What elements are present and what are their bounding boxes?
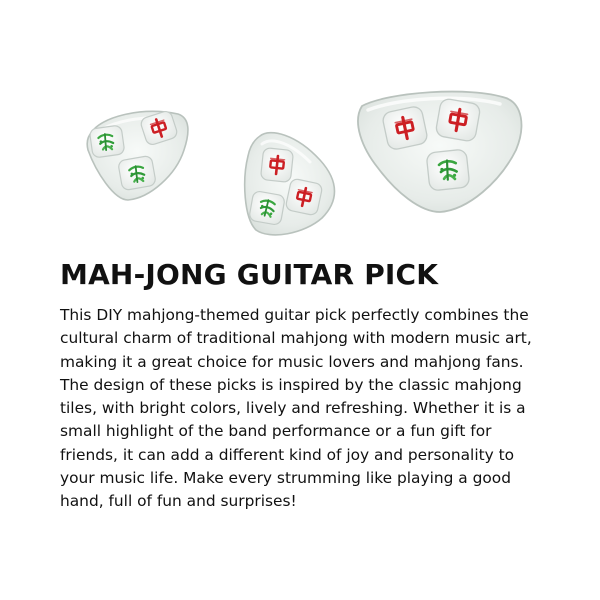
mahjong-tile-red-icon (260, 148, 293, 183)
product-description: This DIY mahjong-themed guitar pick perfectly combines the cultural charm of traditional mahjong with modern music art, making it a great choice for music lovers and mahjong fans. The design of these picks is inspired by the classic mahjong tiles, with bright colors, lively and refreshing. Whether it is a small highlight of the band performance or a fun gift for friends, it can add a different kind of joy and personality to your music life. Make every strumming like playing a good hand, full of fun and surprises! (60, 306, 532, 511)
mahjong-tile-red-icon (381, 105, 428, 150)
mahjong-tile-green-icon (118, 155, 157, 190)
product-photo (0, 0, 600, 250)
mahjong-tile-green-icon (249, 190, 286, 225)
guitar-pick-middle (245, 133, 335, 235)
mahjong-tile-red-icon (285, 178, 323, 216)
guitar-pick-right (358, 92, 521, 212)
product-title: MAH-JONG GUITAR PICK (60, 258, 439, 291)
mahjong-tile-red-icon (435, 98, 481, 142)
mahjong-tile-green-icon (426, 149, 470, 191)
guitar-pick-left (87, 110, 188, 200)
mahjong-tile-green-icon (89, 125, 125, 158)
